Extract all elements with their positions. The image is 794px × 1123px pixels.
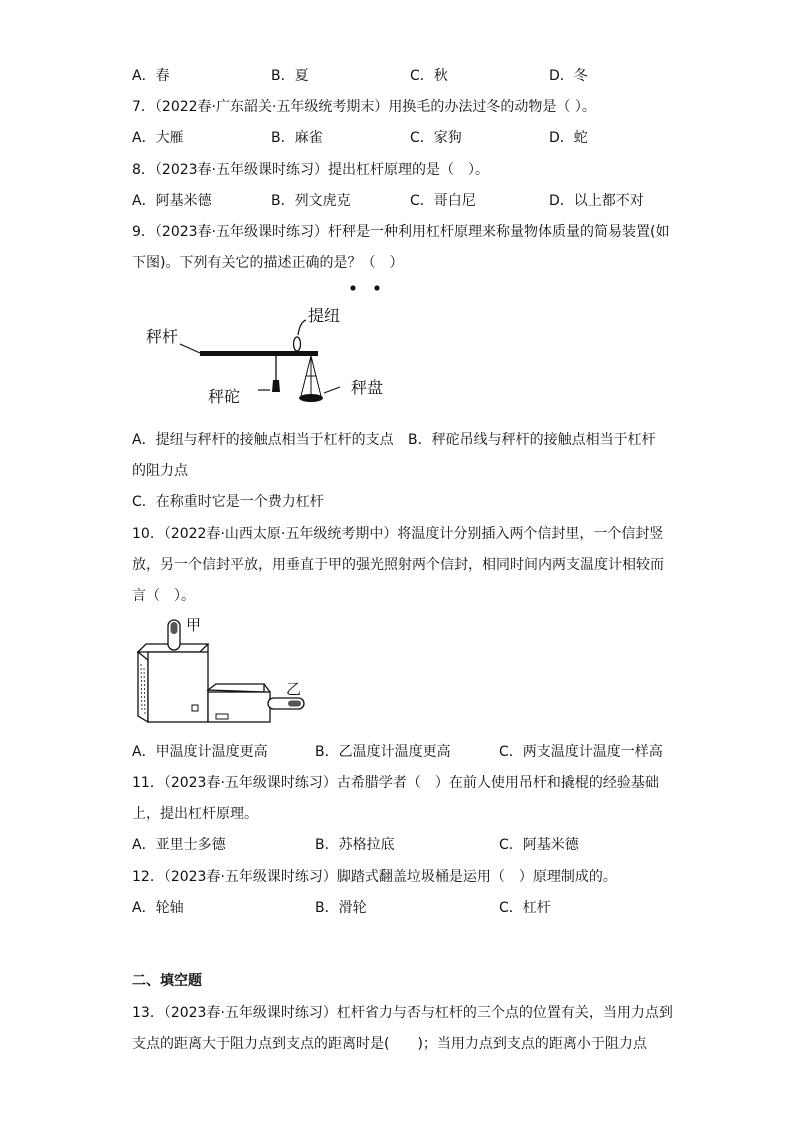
beam-label: 秤杆: [146, 327, 179, 346]
steelyard-figure: [130, 280, 410, 410]
q12-option-a: A．轮轴: [132, 900, 184, 916]
q10-option-b: B．乙温度计温度更高: [315, 744, 451, 760]
envelope-top: [208, 684, 264, 692]
q7-option-d: D．蛇: [549, 130, 588, 146]
pan-label: 秤盘: [351, 378, 384, 397]
q13-stem-line2: 支点的距离大于阻力点到支点的距离时是( )；当用力点到支点的距离小于阻力点: [132, 1036, 647, 1052]
q12-option-b: B．滑轮: [315, 900, 367, 916]
q7-option-b: B．麻雀: [271, 130, 323, 146]
envelope-side: [138, 652, 148, 722]
thermometer-bulb: [288, 701, 301, 707]
dot-mark: [374, 285, 379, 290]
q9-option-b-line2: 的阻力点: [132, 463, 188, 479]
yi-label: 乙: [286, 680, 302, 698]
upright-envelope: [148, 652, 208, 722]
q9-option-c: C．在称重时它是一个费力杠杆: [132, 494, 324, 510]
q11-stem-line1: 11．（2023春·五年级课时练习）古希腊学者（ ）在前人使用吊杆和撬棍的经验基础: [132, 775, 659, 791]
thermometer-bulb: [171, 622, 178, 634]
section-title-fill-in: 二、填空题: [132, 973, 202, 989]
pan-dish: [299, 394, 323, 402]
q12-option-c: C．杠杆: [499, 900, 551, 916]
q7-stem: 7．（2022春·广东韶关·五年级统考期末）用换毛的办法过冬的动物是（ ）。: [132, 99, 596, 115]
q10-stem-line3: 言（ ）。: [132, 588, 195, 604]
q7-option-c: C．家狗: [410, 130, 462, 146]
q13-stem-line1: 13．（2023春·五年级课时练习）杠杆省力与否与杠杆的三个点的位置有关，当用力点到: [132, 1005, 673, 1021]
q9-stem-line2: 下图)。下列有关它的描述正确的是？（ ）: [132, 255, 404, 271]
q6-option-b: B．夏: [271, 68, 309, 84]
q9-option-a: A．提纽与秤杆的接触点相当于杠杆的支点: [132, 432, 394, 448]
q9-stem-line1: 9．（2023春·五年级课时练习）杆秤是一种利用杠杆原理来称量物体质量的简易装置(如: [132, 224, 670, 240]
q8-option-a: A．阿基米德: [132, 193, 212, 209]
q9-option-b-line1: B．秤砣吊线与秤杆的接触点相当于杠杆: [408, 432, 656, 448]
flat-envelope: [208, 692, 270, 722]
q6-option-a: A．春: [132, 68, 170, 84]
knob-leader: [298, 320, 306, 335]
q6-option-d: D．冬: [549, 68, 588, 84]
q8-option-d: D．以上都不对: [549, 193, 644, 209]
q10-stem-line2: 放，另一个信封平放，用垂直于甲的强光照射两个信封，相同时间内两支温度计相较而: [132, 557, 664, 573]
q7-option-a: A．大雁: [132, 130, 184, 146]
q10-option-c: C．两支温度计温度一样高: [499, 744, 663, 760]
dot-mark: [350, 285, 355, 290]
weight-label: 秤砣: [208, 387, 241, 406]
q11-option-b: B．苏格拉底: [315, 837, 395, 853]
q8-option-b: B．列文虎克: [271, 193, 351, 209]
envelope-figure: [130, 612, 320, 732]
q11-option-c: C．阿基米德: [499, 837, 579, 853]
jia-label: 甲: [186, 616, 202, 634]
beam-rod: [200, 351, 318, 356]
q12-stem: 12．（2023春·五年级课时练习）脚踏式翻盖垃圾桶是运用（ ）原理制成的。: [132, 869, 617, 885]
q11-option-a: A．亚里士多德: [132, 837, 226, 853]
q8-option-c: C．哥白尼: [410, 193, 476, 209]
q8-stem: 8．（2023春·五年级课时练习）提出杠杆原理的是（ ）。: [132, 162, 489, 178]
beam-leader: [180, 344, 200, 353]
q10-stem-line1: 10．（2022春·山西太原·五年级统考期中）将温度计分别插入两个信封里，一个信封竖: [132, 526, 664, 542]
weight-block: [272, 380, 280, 392]
knob-loop: [294, 337, 301, 351]
q6-option-c: C．秋: [410, 68, 448, 84]
q11-stem-line2: 上，提出杠杆原理。: [132, 806, 258, 822]
q10-option-a: A．甲温度计温度更高: [132, 744, 268, 760]
pan-leader: [324, 387, 340, 393]
knob-label: 提纽: [308, 306, 341, 325]
